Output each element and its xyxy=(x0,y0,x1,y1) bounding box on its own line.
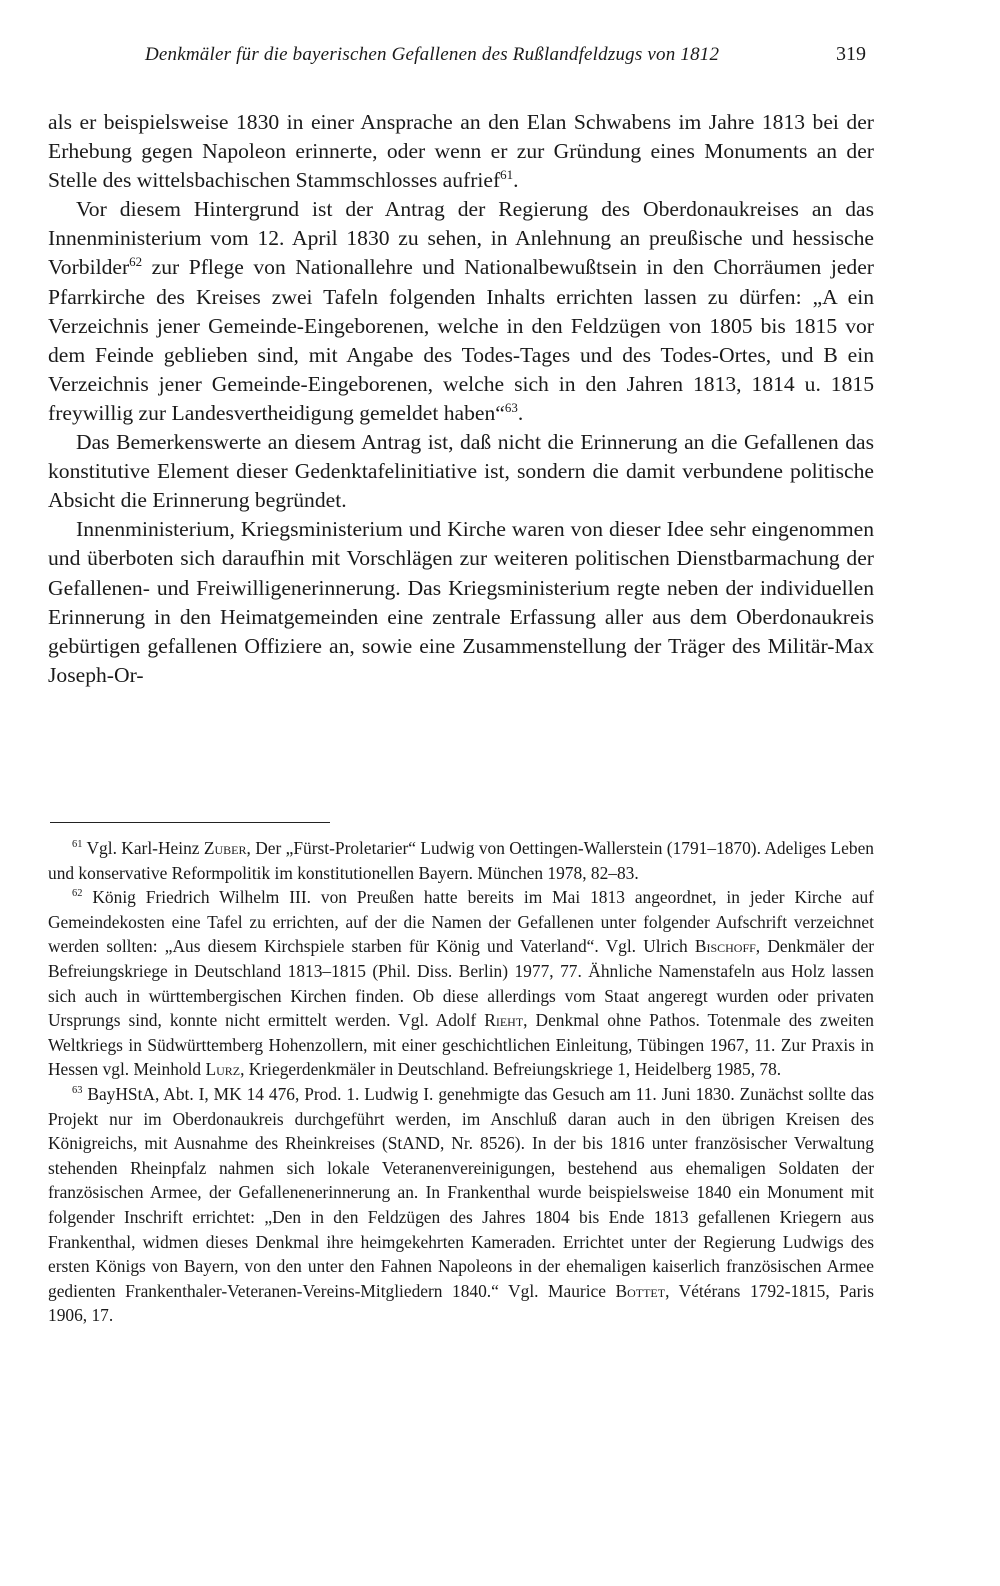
footnote-63-text-b: , Vétérans 1792-1815, Paris 1906, 17. xyxy=(48,1280,874,1326)
footnote-63-number: 63 xyxy=(72,1085,83,1097)
footnote-63 xyxy=(48,1082,874,1328)
paragraph-4: Innenministerium, Kriegsministerium und Kirche waren von dieser Idee sehr eingenommen und überboten sich daraufhin mit Vorschlägen zur weiteren politischen Dienstbarmachung der Gefallenen- und Freiwilligenerinnerung. Das Kriegsministerium regte neben der individuellen Erinnerung in den Heimatgemeinden eine zentrale Erfassung aller aus dem Oberdonaukreis gebürtigen gefallenen Offiziere an, sowie eine Zusammenstellung der Träger des Militär-Max Joseph-Or- xyxy=(48,517,874,687)
footnote-61-text-b: , Der „Fürst-Proletarier“ Ludwig von Oettingen-Wallerstein (1791–1870). Adeliges Leben und konservative Reformpolitik im konstitutionellen Bayern. München 1978, 82–83. xyxy=(48,838,874,883)
footnote-63-text-a: BayHStA, Abt. I, MK 14 476, Prod. 1. Ludwig I. genehmigte das Gesuch am 11. Juni 1830. Zunächst sollte das Projekt nur im Oberdonaukreis durchgeführt werden, im Anschluß daran auch in den übrigen Kreisen des Königreichs, mit Ausnahme des Rheinkreises (StAND, Nr. 8526). In der bis 1816 unter französischer Verwaltung stehenden Rheinpfalz nahmen sich lokale Veteranenvereinigungen, bestehend aus ehemaligen Soldaten der französischen Armee, der Gefallenenerinnerung an. In Frankenthal wurde beispielsweise 1840 ein Monument mit folgender Inschrift errichtet: „Den in den Feldzügen des Jahres 1804 bis Ende 1813 gefallenen Kriegern aus Frankenthal, widmen dieses Denkmal ihre heimgekehrten Kameraden. Errichtet unter der Regierung Ludwigs des ersten Königs von Bayern, von den unter den Fahnen Napoleons in der ehemaligen kaiserlich französischen Armee gedienten Frankenthaler-Veteranen-Vereins-Mitgliedern 1840.“ Vgl. Maurice xyxy=(48,1083,874,1301)
paragraph-1-end: . xyxy=(513,168,519,193)
footnote-ref-61: 61 xyxy=(500,167,514,182)
paragraph-3: Das Bemerkenswerte an diesem Antrag ist, daß nicht die Erinnerung an die Gefallenen das konstitutive Element dieser Gedenktafelinitiative ist, sondern die damit verbundene politische Absicht die Erinnerung begründet. xyxy=(48,430,874,513)
footnote-61-text-a: Vgl. Karl-Heinz xyxy=(86,838,204,858)
footnote-62-number: 62 xyxy=(72,888,83,900)
footnote-61 xyxy=(48,836,874,885)
footnote-separator xyxy=(50,822,330,823)
footnotes xyxy=(48,836,874,1328)
footnote-62-text-b: , Denkmäler der Befreiungskriege in Deutschland 1813–1815 (Phil. Diss. Berlin) 1977, 77. Ähnliche Namenstafeln aus Holz lassen sich auch in württembergischen Kirchen finden. Ob diese allerdings vom Staat angeregt wurden oder privaten Ursprungs sind, konnte nicht ermittelt werden. Vgl. Adolf xyxy=(48,936,874,1031)
footnote-62-author-3: Lurz xyxy=(205,1059,241,1080)
paragraph-1 xyxy=(48,108,874,195)
footnote-ref-63: 63 xyxy=(504,399,518,415)
footnote-62-author-2: Rieht xyxy=(484,1010,524,1031)
footnote-62-text-d: , Kriegerdenkmäler in Deutschland. Befreiungskriege 1, Heidelberg 1985, 78. xyxy=(240,1059,782,1080)
footnote-ref-62: 62 xyxy=(129,254,143,270)
paragraph-2-end: . xyxy=(517,400,524,425)
paragraph-1-text: als er beispielsweise 1830 in einer Ansprache an den Elan Schwabens im Jahre 1813 bei der Erhebung gegen Napoleon erinnerte, oder wenn er zur Gründung eines Monuments an der Stelle des wittelsbachischen Stammschlosses aufrief xyxy=(48,110,874,193)
paragraph-2-text-a: Vor diesem Hintergrund ist der Antrag der Regierung des Oberdonaukreises an das Innenministerium vom 12. April 1830 zu sehen, in Anlehnung an preußische und hessische Vorbilder xyxy=(48,197,874,280)
footnote-61-author: Zuber xyxy=(203,838,247,858)
footnote-61-number: 61 xyxy=(72,839,83,851)
running-title: Denkmäler für die bayerischen Gefallenen des Rußlandfeldzugs von 1812 xyxy=(145,44,720,65)
paragraph-2 xyxy=(48,195,874,428)
main-text xyxy=(48,108,874,690)
footnote-62-text-a: König Friedrich Wilhelm III. von Preußen hatte bereits im Mai 1813 angeordnet, in jeder Kirche auf Gemeindekosten eine Tafel zu errichten, auf der die Namen der Gefallenen unter folgender Aufschrift verzeichnet werden sollten: „Aus diesem Kirchspiele starben für König und Vaterland“. Vgl. Ulrich xyxy=(48,887,874,957)
paragraph-2-text-b: zur Pflege von Nationallehre und Nationalbewußtsein in den Chorräumen jeder Pfarrkirche des Kreises zwei Tafeln folgenden Inhalts errichten lassen zu dürfen: „A ein Verzeichnis jener Gemeinde-Eingeborenen, welche in den Feldzügen von 1805 bis 1815 vor dem Feinde geblieben sind, mit Angabe des Todes-Tages und des Todes-Ortes, und B ein Verzeichnis jener Gemeinde-Eingeborenen, welche sich in den Jahren 1813, 1814 u. 1815 freywillig zur Landesvertheidigung gemeldet haben“ xyxy=(48,255,874,425)
footnote-62-text-c: , Denkmal ohne Pathos. Totenmale des zweiten Weltkriegs in Südwürttemberg Hohenzollern, mit einer geschichtlichen Einleitung, Tübingen 1967, 11. Zur Praxis in Hessen vgl. Meinhold xyxy=(48,1010,874,1080)
page-number: 319 xyxy=(836,43,866,65)
footnote-62 xyxy=(48,885,874,1082)
footnote-63-author: Bottet xyxy=(615,1280,666,1301)
footnote-62-author-1: Bischoff xyxy=(694,936,756,957)
